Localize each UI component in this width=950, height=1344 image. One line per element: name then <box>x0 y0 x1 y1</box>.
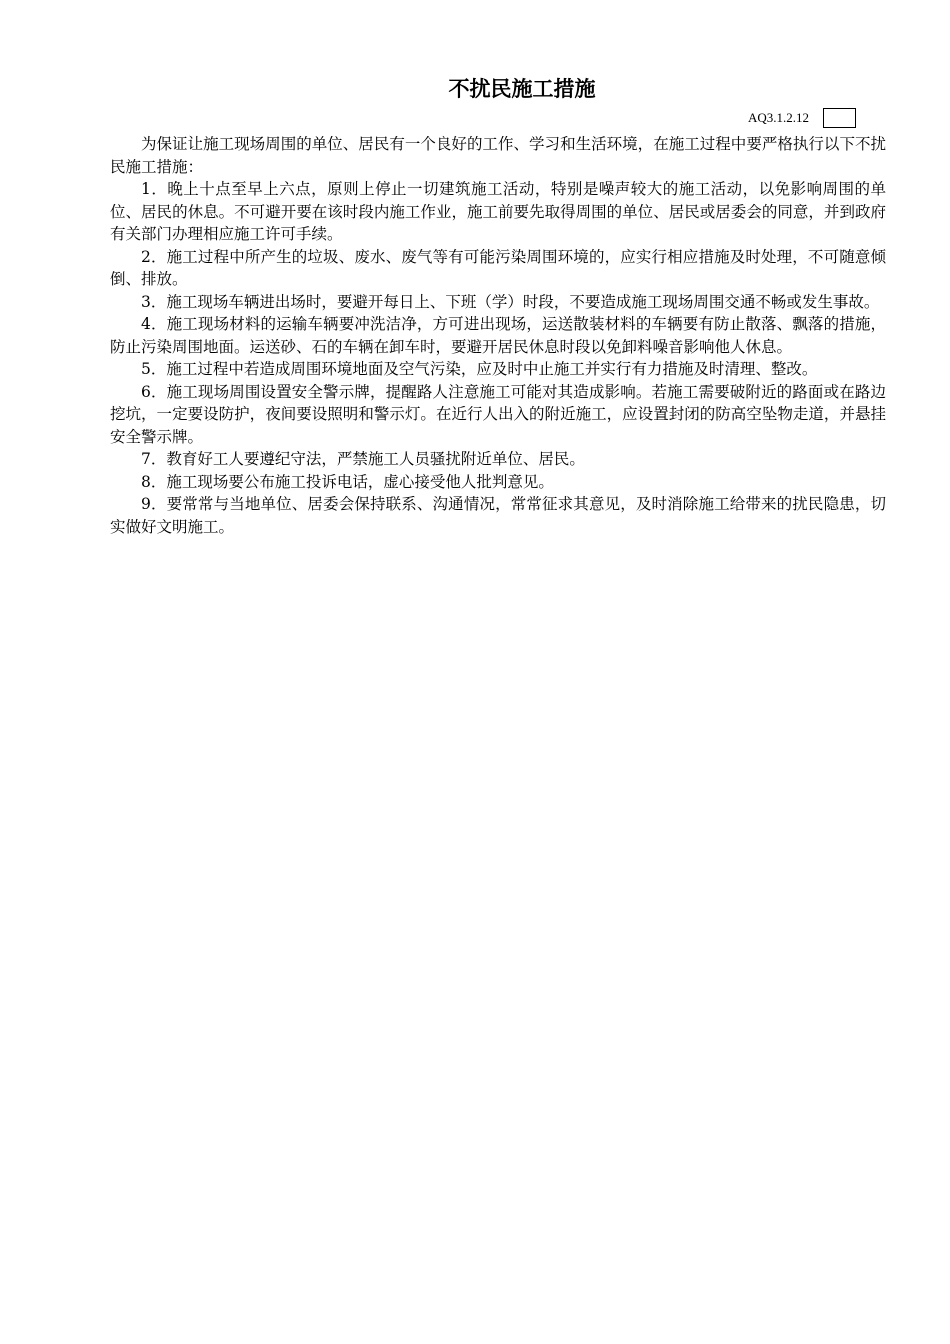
measure-item-5: 5．施工过程中若造成周围环境地面及空气污染，应及时中止施工并实行有力措施及时清理、整改。 <box>141 360 818 378</box>
code-box <box>823 108 856 128</box>
intro-paragraph: 为保证让施工现场周围的单位、居民有一个良好的工作、学习和生活环境，在施工过程中要严格执行以下不扰民施工措施： <box>110 135 886 176</box>
measure-item-7: 7．教育好工人要遵纪守法，严禁施工人员骚扰附近单位、居民。 <box>141 450 585 468</box>
measure-item-8: 8．施工现场要公布施工投诉电话，虚心接受他人批判意见。 <box>141 472 554 491</box>
measure-item-1: 1．晚上十点至早上六点，原则上停止一切建筑施工活动，特别是噪声较大的施工活动，以免影响周围的单位、居民的休息。不可避开要在该时段内施工作业，施工前要先取得周围的单位、居民或居委会的同意，并到政府有关部门办理相应施工许可手续。 <box>110 180 886 243</box>
measure-item-4: 4．施工现场材料的运输车辆要冲洗洁净，方可进出现场，运送散装材料的车辆要有防止散落、飘落的措施，防止污染周围地面。运送砂、石的车辆在卸车时，要避开居民休息时段以免卸料噪音影响他人休息。 <box>110 315 886 356</box>
measure-item-6: 6．施工现场周围设置安全警示牌，提醒路人注意施工可能对其造成影响。若施工需要破附近的路面或在路边挖坑，一定要设防护，夜间要设照明和警示灯。在近行人出入的附近施工，应设置封闭的防高空坠物走道，并悬挂安全警示牌。 <box>110 382 886 446</box>
document-body <box>110 133 886 538</box>
measure-item-9: 9．要常常与当地单位、居委会保持联系、沟通情况，常常征求其意见，及时消除施工给带来的扰民隐患，切实做好文明施工。 <box>110 495 886 536</box>
document-code: AQ3.1.2.12 <box>747 110 809 125</box>
measure-item-3: 3．施工现场车辆进出场时，要避开每日上、下班（学）时段，不要造成施工现场周围交通不畅或发生事故。 <box>141 292 880 311</box>
document-code-row <box>748 106 856 130</box>
document-title: 不扰民施工措施 <box>448 77 596 101</box>
measure-item-2: 2．施工过程中所产生的垃圾、废水、废气等有可能污染周围环境的，应实行相应措施及时处理，不可随意倾倒、排放。 <box>110 247 886 288</box>
